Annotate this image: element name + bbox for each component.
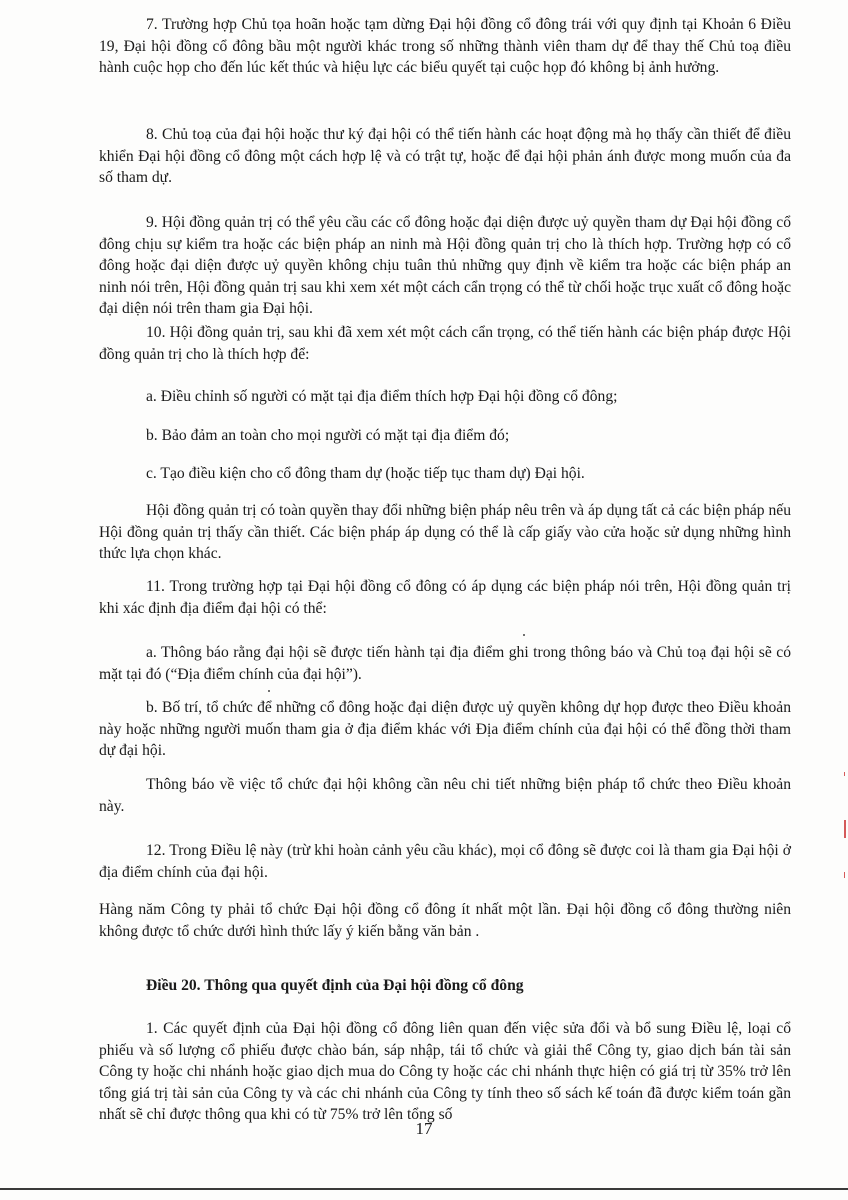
paragraph-10: 10. Hội đồng quản trị, sau khi đã xem xét một cách cẩn trọng, có thể tiến hành các biện pháp được Hội đồng quản trị cho là thích hợp để:	[99, 324, 791, 363]
paragraph-10-note: Hội đồng quản trị có toàn quyền thay đổi những biện pháp nêu trên và áp dụng tất cả các biện pháp nếu Hội đồng quản trị thấy cần thiết. Các biện pháp áp dụng có thể là cấp giấy vào cửa hoặc sử dụng những hình thức lựa chọn khác.	[99, 502, 792, 562]
scan-bottom-edge	[0, 1188, 848, 1190]
scan-margin-mark	[844, 772, 845, 776]
scan-margin-mark	[844, 872, 845, 878]
paragraph-10b: b. Bảo đảm an toàn cho mọi người có mặt tại địa điểm đó;	[146, 427, 510, 444]
paragraph-10c: c. Tạo điều kiện cho cổ đông tham dự (hoặc tiếp tục tham dự) Đại hội.	[146, 465, 585, 482]
paragraph-20-1: 1. Các quyết định của Đại hội đồng cổ đông liên quan đến việc sửa đổi và bổ sung Điều lệ, loại cổ phiếu và số lượng cổ phiếu được chào bán, sáp nhập, tái tổ chức và giải thể Công ty, giao dịch bán tài sản Công ty hoặc chi nhánh hoặc giao dịch mua do Công ty hoặc các chi nhánh thực hiện có giá trị từ 35% trở lên tổng giá trị tài sản của Công ty và các chi nhánh của Công ty tính theo số sách kế toán đã được kiểm toán gần nhất sẽ chỉ được thông qua khi có từ 75% trở lên tổng số	[99, 1020, 791, 1123]
paragraph-9: 9. Hội đồng quản trị có thể yêu cầu các cổ đông hoặc đại diện được uỷ quyền tham dự Đại hội đồng cổ đông chịu sự kiểm tra hoặc các biện pháp an ninh mà Hội đồng quản trị cho là thích hợp. Trường hợp có cổ đông hoặc đại diện được uỷ quyền không chịu tuân thủ những quy định về kiểm tra hoặc các biện pháp an ninh nói trên, Hội đồng quản trị sau khi xem xét một cách cẩn trọng có thể từ chối hoặc trục xuất cổ đông hoặc đại diện nói trên tham gia Đại hội.	[99, 214, 791, 317]
paragraph-11-note: Thông báo về việc tổ chức đại hội không cần nêu chi tiết những biện pháp tổ chức theo Điều khoản này.	[99, 776, 791, 815]
page-number: 17	[415, 1119, 433, 1138]
paragraph-10a: a. Điều chỉnh số người có mặt tại địa điểm thích hợp Đại hội đồng cổ đông;	[146, 388, 618, 405]
article-20-heading: Điều 20. Thông qua quyết định của Đại hội đồng cổ đông	[146, 977, 524, 994]
paragraph-12: 12. Trong Điều lệ này (trừ khi hoàn cảnh yêu cầu khác), mọi cổ đông sẽ được coi là tham gia Đại hội ở địa điểm chính của đại hội.	[99, 842, 791, 881]
scan-speck	[523, 634, 525, 636]
paragraph-annual-meeting: Hàng năm Công ty phải tổ chức Đại hội đồng cổ đông ít nhất một lần. Đại hội đồng cổ đông thường niên không được tổ chức dưới hình thức lấy ý kiến bằng văn bản .	[99, 901, 791, 940]
scan-margin-mark	[844, 820, 846, 838]
scan-speck	[268, 690, 270, 692]
paragraph-11a: a. Thông báo rằng đại hội sẽ được tiến hành tại địa điểm ghi trong thông báo và Chủ toạ đại hội sẽ có mặt tại đó (“Địa điểm chính của đại hội”).	[99, 644, 791, 683]
paragraph-7: 7. Trường hợp Chủ tọa hoãn hoặc tạm dừng Đại hội đồng cổ đông trái với quy định tại Khoản 6 Điều 19, Đại hội đồng cổ đông bầu một người khác trong số những thành viên tham dự để thay thế Chủ toạ điều hành cuộc họp cho đến lúc kết thúc và hiệu lực các biểu quyết tại cuộc họp đó không bị ảnh hưởng.	[99, 16, 791, 76]
paragraph-11: 11. Trong trường hợp tại Đại hội đồng cổ đông có áp dụng các biện pháp nói trên, Hội đồng quản trị khi xác định địa điểm đại hội có thể:	[99, 578, 791, 617]
paragraph-11b: b. Bố trí, tổ chức để những cổ đông hoặc đại diện được uỷ quyền không dự họp được theo Điều khoản này hoặc những người muốn tham gia ở địa điểm khác với Địa điểm chính của đại hội có thể đồng thời tham dự đại hội.	[99, 699, 791, 759]
paragraph-8: 8. Chủ toạ của đại hội hoặc thư ký đại hội có thể tiến hành các hoạt động mà họ thấy cần thiết để điều khiển Đại hội đồng cổ đông một cách hợp lệ và có trật tự, hoặc để đại hội phản ánh được mong muốn của đa số tham dự.	[99, 126, 791, 186]
